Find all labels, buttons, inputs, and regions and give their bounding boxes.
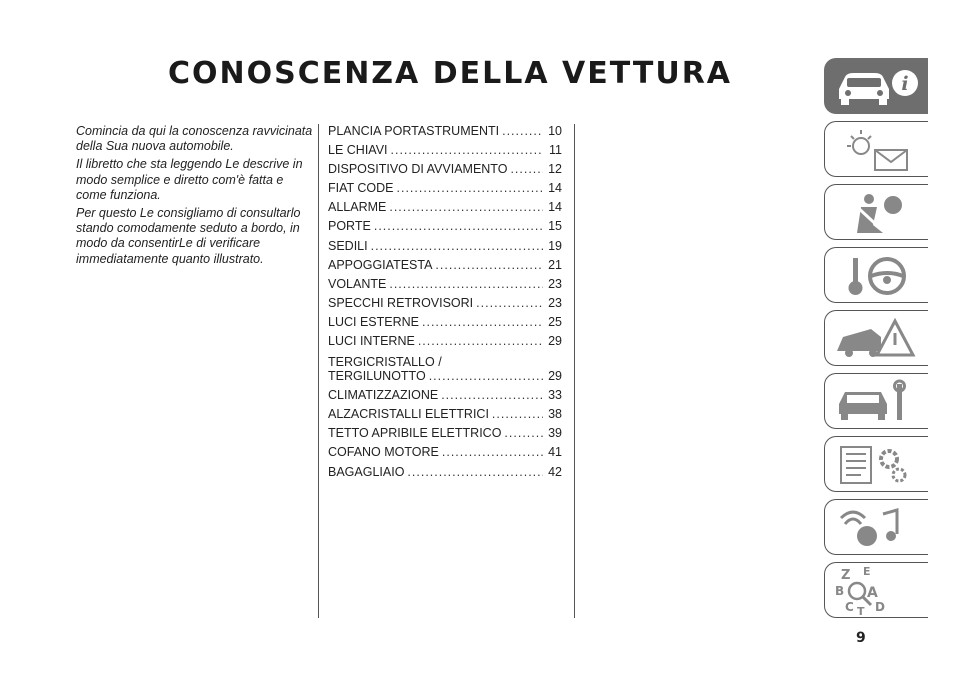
toc-leader-dots: [476, 296, 543, 310]
toc-leader-dots: [374, 219, 543, 233]
index-letter: Z: [841, 568, 851, 583]
intro-paragraph: Per questo Le consigliamo di consultarlo stando comodamente seduto a bordo, in modo da consentirLe di verificare immediatamente quanto illustrato.: [76, 206, 301, 266]
toc-leader-dots: [492, 407, 543, 421]
toc-entry-page: 29: [548, 369, 562, 384]
toc-entry[interactable]: [328, 334, 562, 353]
toc-leader-dots: [510, 162, 543, 176]
toc-entry-label: SEDILI: [328, 238, 368, 253]
toc-entry[interactable]: [328, 219, 562, 238]
toc-entry-label: APPOGGIATESTA: [328, 257, 433, 272]
airbag-seat-icon: [831, 189, 923, 237]
index-letter: C: [845, 600, 854, 614]
toc-leader-dots: [504, 426, 543, 440]
toc-entry-page: 11: [549, 143, 562, 158]
tab-car-info[interactable]: [824, 58, 928, 114]
toc-entry-page: 14: [548, 200, 562, 215]
toc-entry-label: TERGICRISTALLO /: [328, 355, 442, 370]
toc-entry[interactable]: [328, 258, 562, 277]
toc-leader-dots: [422, 315, 543, 329]
toc-entry[interactable]: [328, 277, 562, 296]
toc-entry[interactable]: [328, 315, 562, 334]
toc-entry-label: ALZACRISTALLI ELETTRICI: [328, 407, 489, 422]
toc-entry-page: 41: [548, 445, 562, 460]
toc-entry[interactable]: [328, 465, 562, 484]
toc-entry-label: LUCI INTERNE: [328, 334, 415, 349]
index-letter: T: [857, 605, 865, 615]
toc-entry-page: 38: [548, 407, 562, 422]
toc-entry-label: PORTE: [328, 219, 371, 234]
intro-text: [76, 124, 316, 270]
intro-paragraph: Il libretto che sta leggendo Le descrive in modo semplice e diretto com'è fatta e come funziona.: [76, 157, 303, 202]
toc-entry-page: 23: [548, 276, 562, 291]
toc-entry-label: VOLANTE: [328, 276, 387, 291]
table-of-contents: [328, 124, 562, 484]
tab-starting-driving[interactable]: [824, 247, 928, 303]
index-letter: D: [875, 600, 885, 614]
toc-leader-dots: [371, 239, 543, 253]
tab-multimedia[interactable]: [824, 499, 928, 555]
toc-entry-page: 14: [548, 181, 562, 196]
technical-data-gears-icon: [831, 441, 923, 489]
toc-entry-page: 19: [548, 238, 562, 253]
toc-entry[interactable]: [328, 239, 562, 258]
toc-entry[interactable]: [328, 162, 562, 181]
toc-entry-label: CLIMATIZZAZIONE: [328, 388, 439, 403]
tab-warning-lights[interactable]: [824, 121, 928, 177]
column-divider: [574, 124, 575, 618]
alphabetical-index-icon: [831, 567, 923, 615]
svg-text:i: i: [901, 73, 909, 95]
column-divider: [318, 124, 319, 618]
toc-entry-page: 39: [548, 426, 562, 441]
toc-entry[interactable]: [328, 181, 562, 200]
index-letter: E: [863, 567, 871, 578]
toc-leader-dots: [429, 369, 543, 383]
toc-entry-label: TETTO APRIBILE ELETTRICO: [328, 426, 502, 441]
toc-entry-label: FIAT CODE: [328, 181, 394, 196]
toc-leader-dots: [391, 143, 543, 157]
index-letter: B: [835, 584, 845, 598]
toc-entry[interactable]: [328, 296, 562, 315]
toc-entry[interactable]: [328, 407, 562, 426]
intro-paragraph: Comincia da qui la conoscenza ravvicinata della Sua nuova automobile.: [76, 124, 313, 154]
car-maintenance-tools-icon: [831, 378, 923, 426]
multimedia-music-icon: [831, 504, 923, 552]
toc-entry-page: 25: [548, 314, 562, 329]
toc-entry-page: 23: [548, 295, 562, 310]
tab-maintenance[interactable]: [824, 373, 928, 429]
toc-leader-dots: [407, 465, 543, 479]
toc-entry-label: BAGAGLIAIO: [328, 464, 405, 479]
car-breakdown-warning-icon: [831, 315, 923, 363]
toc-entry-page: 10: [548, 124, 562, 138]
toc-entry-page: 15: [548, 219, 562, 234]
tab-technical-data[interactable]: [824, 436, 928, 492]
index-letter: A: [867, 585, 878, 601]
tab-safety[interactable]: [824, 184, 928, 240]
warning-lights-message-icon: [831, 126, 923, 174]
page-number: 9: [856, 630, 866, 646]
toc-entry[interactable]: [328, 200, 562, 219]
toc-entry-page: 29: [548, 334, 562, 349]
toc-entry-label: COFANO MOTORE: [328, 445, 439, 460]
toc-entry-page: 42: [548, 464, 562, 479]
toc-entry-page: 12: [548, 162, 562, 177]
toc-entry[interactable]: [328, 355, 562, 388]
page-title: CONOSCENZA DELLA VETTURA: [167, 56, 733, 91]
toc-leader-dots: [389, 277, 543, 291]
toc-entry-label: DISPOSITIVO DI AVVIAMENTO: [328, 162, 508, 177]
toc-entry[interactable]: [328, 124, 562, 143]
car-info-icon: [831, 63, 923, 111]
toc-entry-label: SPECCHI RETROVISORI: [328, 295, 474, 310]
toc-leader-dots: [502, 124, 543, 138]
key-steering-wheel-icon: [831, 252, 923, 300]
toc-entry[interactable]: [328, 143, 562, 162]
toc-entry[interactable]: [328, 388, 562, 407]
toc-entry-label: ALLARME: [328, 200, 387, 215]
toc-leader-dots: [389, 200, 543, 214]
toc-entry[interactable]: [328, 426, 562, 445]
toc-entry-label: LE CHIAVI: [328, 143, 388, 158]
toc-entry-page: 21: [548, 257, 562, 272]
toc-entry-label: PLANCIA PORTASTRUMENTI: [328, 124, 500, 138]
toc-leader-dots: [418, 334, 543, 348]
toc-leader-dots: [397, 181, 543, 195]
toc-leader-dots: [441, 388, 543, 402]
tab-emergency[interactable]: [824, 310, 928, 366]
toc-entry[interactable]: [328, 445, 562, 464]
toc-leader-dots: [442, 445, 543, 459]
tab-index[interactable]: [824, 562, 928, 618]
toc-entry-label: TERGILUNOTTO: [328, 369, 426, 384]
toc-entry-page: 33: [548, 388, 562, 403]
toc-leader-dots: [435, 258, 543, 272]
toc-entry-label: LUCI ESTERNE: [328, 314, 419, 329]
